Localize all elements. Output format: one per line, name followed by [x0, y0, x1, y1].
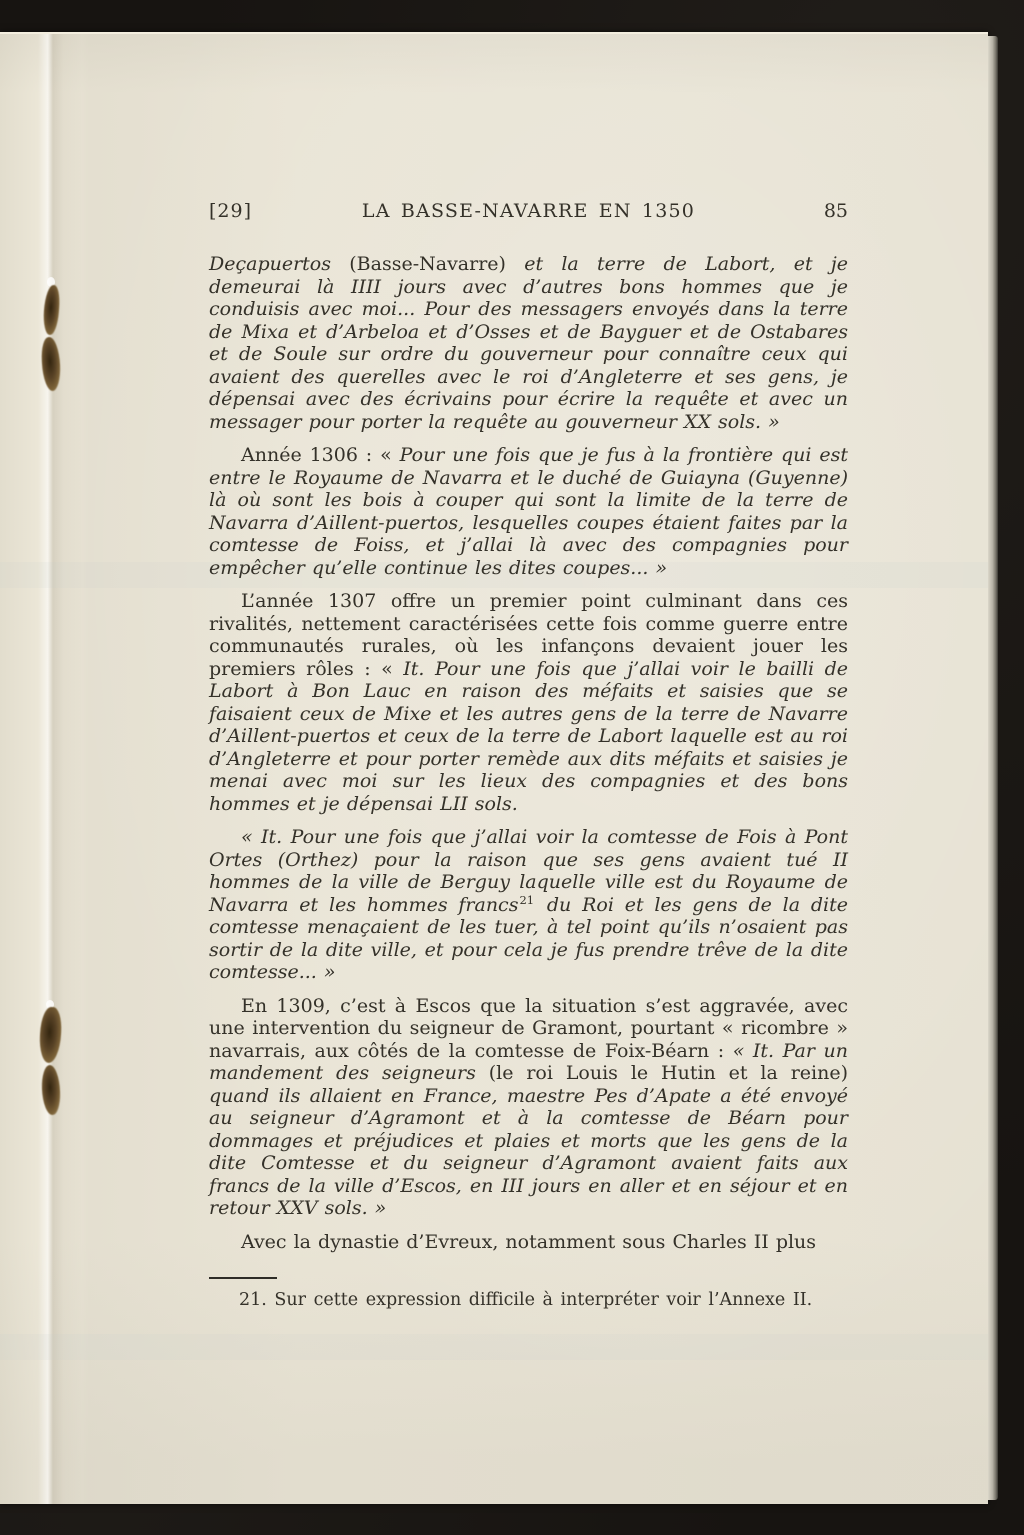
paragraph [209, 444, 848, 579]
text-segment-roman: Année 1306 : « [241, 444, 400, 466]
paragraph [209, 253, 848, 433]
footnote-reference: 21 [519, 892, 535, 907]
text-segment-italic: du Roi et les gens de la dite comtesse menaçaient de les tuer, à tel point qu’ils n’osaient pas sortir de la dite ville, et pour cela je fus prendre trêve de la dite comtesse... » [209, 893, 849, 983]
text-segment-italic: quand ils allaient en France, maestre Pes d’Apate a été envoyé au seigneur d’Agramont et à la comtesse de Béarn pour dommages et préjudices et plaies et morts que les gens de la dite Comtesse et du seigneur d’Agramont avaient faits aux francs de la ville d’Escos, en III jours en aller et en séjour et en retour XXV sols. » [209, 1084, 848, 1219]
page-header [209, 200, 848, 222]
text-segment-italic: Pour une fois que je fus à la frontière qui est entre le Royaume de Navarra et le duché de Guiayna (Guyenne) là où sont les bois à couper qui sont la limite de la terre de Navarra d’Aillent-puertos, lesquelles coupes étaient faites par la comtesse de Foiss, et j’allai là avec des compagnies pour empêcher qu’elle continue les dites coupes... » [209, 444, 848, 579]
book-page [0, 32, 988, 1504]
paragraph [209, 826, 848, 984]
running-title: LA BASSE-NAVARRE EN 1350 [361, 200, 696, 222]
text-segment-roman: En 1309, c’est à Escos que la situation s’est aggravée, avec une intervention du seigneur de Gramont, pourtant « ricombre » navarrais, aux côtés de la comtesse de Foix-Béarn : [209, 994, 848, 1062]
text-block [209, 200, 848, 1264]
text-segment-roman: (le roi Louis le Hutin et la reine) [488, 1062, 848, 1084]
text-segment-italic: Deçapuertos [209, 253, 350, 275]
text-segment-roman: Avec la dynastie d’Evreux, notamment sous Charles II plus [241, 1230, 817, 1253]
footnote-text: 21. Sur cette expression difficile à interpréter voir l’Annexe II. [239, 1290, 813, 1310]
scan-artifact-band [0, 1334, 988, 1360]
body-text [209, 253, 848, 1253]
text-segment-italic: et la terre de Labort, et je demeurai là IIII jours avec d’autres bons hommes que je conduisis avec moi... Pour des messagers envoyés dans la terre de Mixa et d’Arbeloa et d’Osses et de Bayguer et de Ostabares et de Soule sur ordre du gouverneur pour connaître ceux qui avaient des querelles avec le roi d’Angleterre et ses gens, je dépensai avec des écrivains pour écrire la requête et avec un messager pour porter la requête au gouverneur XX sols. » [209, 253, 848, 433]
page-number: 85 [823, 200, 848, 222]
text-segment-italic: « It. Par un mandement des seigneurs [209, 1039, 848, 1084]
paragraph [209, 995, 848, 1220]
page-stack-edge [988, 36, 998, 1500]
paragraph [209, 590, 848, 815]
text-segment-italic: It. Pour une fois que j’allai voir le bailli de Labort à Bon Lauc en raison des méfaits et saisies que se faisaient ceux de Mixe et les autres gens de la terre de Navarre d’Aillent-puertos et ceux de la terre de Labort laquelle est au roi d’Angleterre et pour porter remède aux dits méfaits et saisies je menai avec moi sur les lieux des compagnies et des bons hommes et je dépensai LII sols. [209, 657, 849, 815]
text-segment-roman: L’année 1307 offre un premier point culminant dans ces rivalités, nettement caractérisées cette fois comme guerre entre communautés rurales, où les infançons devaient jouer les premiers rôles : « [209, 590, 848, 680]
text-segment-italic: « It. Pour une fois que j’allai voir la comtesse de Fois à Pont Ortes (Orthez) pour la raison que ses gens avaient tué II hommes de la ville de Berguy laquelle ville est du Royaume de Navarra et les hommes francs [209, 826, 848, 916]
folio-bracket-number: [29] [209, 200, 253, 222]
footnote-block [209, 1277, 848, 1311]
text-segment-roman: (Basse-Navarre) [349, 253, 525, 275]
paragraph [209, 1231, 848, 1254]
binding-fold [38, 34, 82, 1504]
footnote-rule [209, 1277, 277, 1279]
